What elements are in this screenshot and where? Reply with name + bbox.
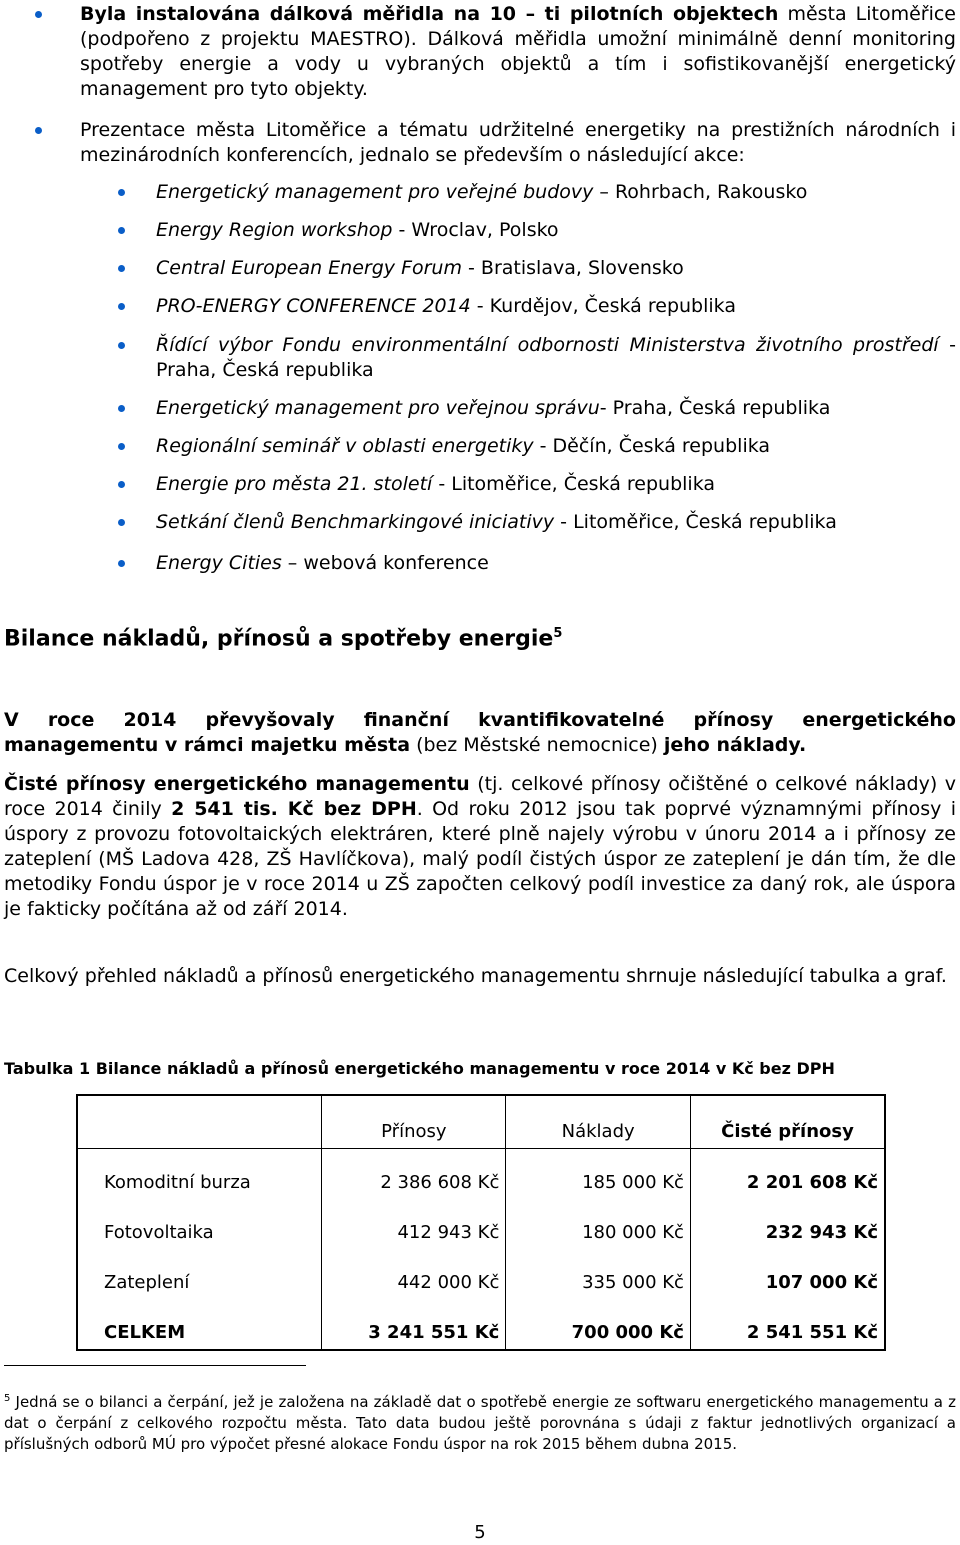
table-row [77,1149,885,1200]
paragraph-net-benefits [4,772,956,922]
event-location: - Praha, Česká republika [599,397,831,419]
bullet-text: města Litoměřice (podpořeno z projektu MAESTRO). Dálková měřidla umožní minimálně denní monitoring spotřeby energie a vody u vybraných objektů a tím i sofistikovanější energetický management pro tyto objekty. [80,3,956,100]
bullet-item [80,2,956,102]
event-location: - Děčín, Česká republika [533,435,771,457]
table-cell-label: Fotovoltaika [104,1222,214,1243]
paragraph-text: (bez Městské nemocnice) [410,734,664,756]
bullet-dot-icon [118,342,125,349]
bullet-dot-icon [118,405,125,412]
section-heading [4,626,562,651]
bullet-dot-icon [118,560,125,567]
bullet-dot-icon [118,227,125,234]
bullet-dot-icon [35,127,42,134]
event-name: Energy Cities [156,552,282,574]
paragraph-text: Celkový přehled nákladů a přínosů energetického managementu shrnuje následující tabulka a graf. [4,965,947,987]
page-number: 5 [474,1522,486,1543]
balance-table [76,1094,886,1351]
bullet-dot-icon [35,11,42,18]
event-item [156,180,956,205]
event-item [156,472,956,497]
event-location: - Praha, Česká republika [156,334,956,381]
table-cell: 700 000 Kč [506,1299,691,1350]
event-location: - Bratislava, Slovensko [462,257,684,279]
bullet-dot-icon [118,481,125,488]
event-item [156,551,956,576]
heading-text: Bilance nákladů, přínosů a spotřeby energie [4,626,554,652]
event-name: Energy Region workshop [156,219,393,241]
event-name: PRO-ENERGY CONFERENCE 2014 [156,295,471,317]
event-item [156,396,956,421]
event-item [156,333,956,383]
table-cell: 412 943 Kč [322,1199,506,1249]
bullet-text: Prezentace města Litoměřice a tématu udržitelné energetiky na prestižních národních i mezinárodních konferencích, jednalo se především o následující akce: [80,119,956,166]
paragraph-overview [4,964,956,989]
paragraph-summary [4,708,956,758]
table-row [77,1249,885,1299]
event-name: Energetický management pro veřejné budovy [156,181,594,203]
event-name: Řídící výbor Fondu environmentální odbornosti Ministerstva životního prostředí [156,334,939,356]
event-item [156,434,956,459]
paragraph-text: (tj. celkové přínosy očištěné o celkové náklady) v roce 2014 činily [4,773,957,820]
table-cell: 2 386 608 Kč [322,1149,506,1200]
table-cell: 232 943 Kč [690,1199,885,1249]
event-location: - Wroclav, Polsko [392,219,559,241]
table-cell: 2 541 551 Kč [690,1299,885,1350]
table-header-cell: Čisté přínosy [690,1095,885,1149]
table-row [77,1199,885,1249]
bullet-dot-icon [118,303,125,310]
event-location: - Litoměřice, Česká republika [432,473,716,495]
bullet-text-indented [80,118,956,168]
table-header-row [77,1095,885,1149]
event-location: - Litoměřice, Česká republika [554,511,837,533]
table-cell: 335 000 Kč [506,1249,691,1299]
footnote-ref: 5 [553,626,563,641]
event-name: Setkání členů Benchmarkingové iniciativy [156,511,555,533]
footnote [4,1388,956,1455]
table-total-row [77,1299,885,1350]
bullet-dot-icon [118,265,125,272]
event-name: Central European Energy Forum [156,257,462,279]
bullet-item [80,118,956,168]
bullet-dot-icon [118,189,125,196]
table-caption: Tabulka 1 Bilance nákladů a přínosů energetického managementu v roce 2014 v Kč bez DPH [4,1059,835,1078]
paragraph-text: . Od roku 2012 jsou tak poprvé významnými přínosy i úspory z provozu fotovoltaických elektráren, které plně najely výrobu v únoru 2014 a i přínosy ze zateplení (MŠ Ladova 428, ZŠ Havlíčkova), malý podíl čistých úspor ze zateplení je dán tím, že dle metodiky Fondu úspor je v roce 2014 u ZŠ započten celkový podíl investice za daný rok, ale úspora je fakticky počítána až od září 2014. [4,798,956,920]
table-cell: 2 201 608 Kč [690,1149,885,1200]
table-cell: 3 241 551 Kč [322,1299,506,1350]
footnote-text: Jedná se o bilanci a čerpání, jež je založena na základě dat o spotřebě energie ze softwaru energetického managementu a z dat o čerpání z celkového rozpočtu města. Tato data budou ještě porovnána s údaji z faktur jednotlivých organizací a příslušných odborů MÚ pro výpočet přesné alokace Fondu úspor na rok 2015 během dubna 2015. [4,1393,956,1453]
bullet-dot-icon [118,443,125,450]
event-location: – Rohrbach, Rakousko [593,181,808,203]
table-cell: 442 000 Kč [322,1249,506,1299]
table-cell-label: CELKEM [104,1322,186,1343]
bullet-dot-icon [118,519,125,526]
table-header-cell [77,1095,322,1149]
paragraph-bold: jeho náklady. [663,734,807,756]
event-item [156,510,956,535]
bullet-bold-text: Byla instalována dálková měřidla na 10 – ti pilotních objektech [80,3,779,25]
event-name: Energetický management pro veřejnou správu [156,397,600,419]
event-name: Regionální seminář v oblasti energetiky [156,435,534,457]
event-location: - Kurdějov, Česká republika [470,295,736,317]
paragraph-bold: 2 541 tis. Kč bez DPH [171,798,417,820]
event-item [156,294,956,319]
paragraph-bold: V roce 2014 převyšovaly finanční kvantifikovatelné přínosy energetického managementu v rámci majetku města [4,709,956,756]
table-header-cell: Přínosy [322,1095,506,1149]
table-cell-label: Zateplení [104,1272,190,1293]
table-cell-label: Komoditní burza [104,1172,251,1193]
table-cell: 180 000 Kč [506,1199,691,1249]
event-name: Energie pro města 21. století [156,473,433,495]
table-cell: 185 000 Kč [506,1149,691,1200]
table-cell: 107 000 Kč [690,1249,885,1299]
event-item [156,218,956,243]
table-header-cell: Náklady [506,1095,691,1149]
paragraph-bold: Čisté přínosy energetického managementu [4,773,470,795]
event-location: – webová konference [281,552,489,574]
event-item [156,256,956,281]
footnote-number: 5 [4,1393,11,1404]
footnote-divider [4,1365,306,1366]
